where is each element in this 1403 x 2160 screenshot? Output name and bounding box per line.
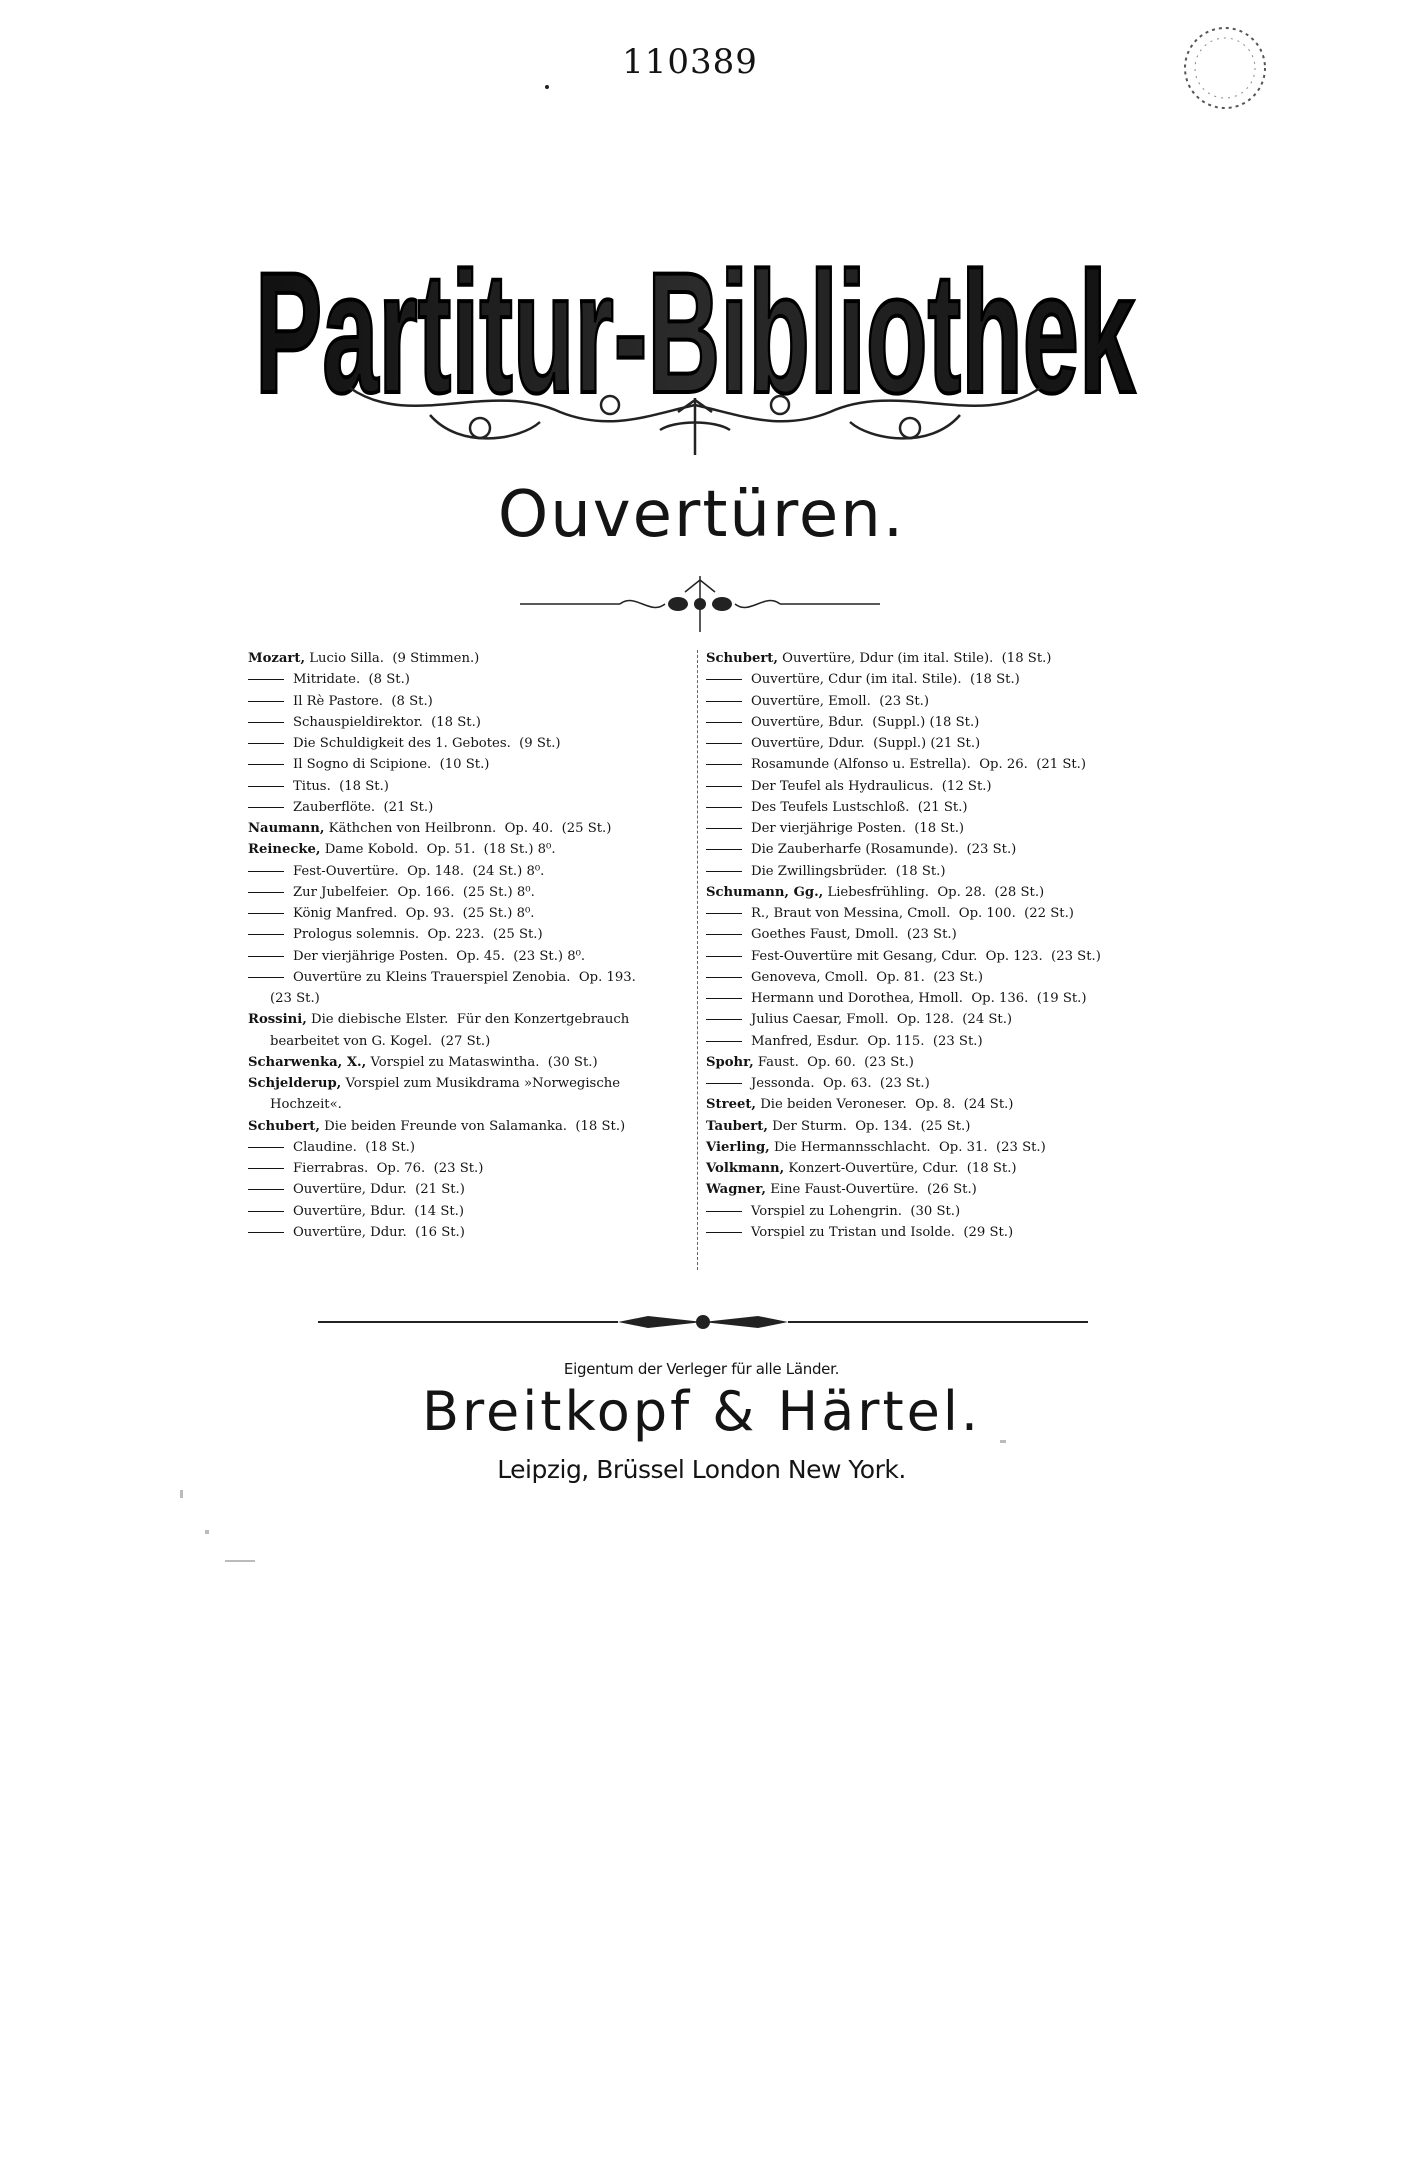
ditto-dash — [248, 701, 284, 702]
ditto-dash — [706, 679, 742, 680]
ditto-dash — [248, 1232, 284, 1233]
work-title: Genoveva, Cmoll. Op. 81. (23 St.) — [751, 969, 984, 985]
catalog-entry — [248, 903, 713, 924]
ditto-dash — [706, 828, 742, 829]
work-title: Vorspiel zu Lohengrin. (30 St.) — [751, 1203, 961, 1219]
work-title: König Manfred. Op. 93. (25 St.) 8⁰. — [293, 906, 535, 921]
ditto-dash — [706, 1211, 742, 1212]
ditto-dash — [706, 956, 742, 957]
work-title: Vorspiel zu Mataswintha. (30 St.) — [366, 1054, 598, 1070]
catalog-entry — [706, 903, 1171, 924]
catalog-entry — [248, 1179, 713, 1200]
catalog-entry — [706, 1222, 1171, 1243]
composer-name: Schumann, Gg., — [706, 884, 824, 900]
work-title: Hermann und Dorothea, Hmoll. Op. 136. (19 St.) — [751, 991, 1087, 1006]
ditto-dash — [248, 956, 284, 957]
work-title: R., Braut von Messina, Cmoll. Op. 100. (22 St.) — [751, 906, 1074, 921]
ditto-dash — [248, 871, 284, 872]
work-title: Der vierjährige Posten. (18 St.) — [751, 821, 965, 836]
work-title: Titus. (18 St.) — [293, 778, 389, 794]
catalog-entry — [706, 882, 1171, 903]
work-title: Ouvertüre, Ddur. (Suppl.) (21 St.) — [751, 736, 981, 751]
ink-dot — [545, 85, 549, 89]
catalog-entry — [248, 776, 713, 797]
work-title: Jessonda. Op. 63. (23 St.) — [751, 1076, 930, 1091]
ditto-dash — [248, 743, 284, 744]
catalog-entry — [248, 988, 713, 1009]
work-title: Fierrabras. Op. 76. (23 St.) — [293, 1161, 484, 1176]
ditto-dash — [248, 807, 284, 808]
composer-name: Schubert, — [706, 651, 778, 666]
catalog-entry — [248, 797, 713, 818]
plate-number: 110389 — [622, 42, 758, 82]
catalog-entry — [248, 967, 713, 988]
work-title: Der Teufel als Hydraulicus. (12 St.) — [751, 778, 992, 794]
work-title: Vorspiel zum Musikdrama »Norwegische — [341, 1076, 621, 1091]
work-title: Fest-Ouvertüre. Op. 148. (24 St.) 8⁰. — [293, 863, 545, 879]
catalog-entry — [706, 1116, 1171, 1137]
catalog-entry — [248, 882, 713, 903]
ditto-dash — [248, 1168, 284, 1169]
work-title: Die Schuldigkeit des 1. Gebotes. (9 St.) — [293, 736, 561, 751]
ditto-dash — [706, 977, 742, 978]
catalog-entry — [248, 1094, 713, 1115]
work-title: Ouvertüre, Bdur. (14 St.) — [293, 1203, 464, 1219]
composer-name: Vierling, — [706, 1139, 770, 1155]
catalog-entry — [706, 691, 1171, 712]
work-title: Die beiden Veroneser. Op. 8. (24 St.) — [756, 1097, 1014, 1113]
work-title: Julius Caesar, Fmoll. Op. 128. (24 St.) — [751, 1012, 1013, 1028]
catalog-entry — [706, 818, 1171, 839]
work-title: Des Teufels Lustschloß. (21 St.) — [751, 799, 968, 815]
work-title: Prologus solemnis. Op. 223. (25 St.) — [293, 927, 543, 943]
ownership-notice: Eigentum der Verleger für alle Länder. — [563, 1360, 840, 1378]
library-stamp-icon — [1175, 18, 1275, 118]
ditto-dash — [706, 722, 742, 723]
ditto-dash — [248, 764, 284, 765]
catalog-entry — [248, 839, 713, 860]
catalog-entry — [248, 861, 713, 882]
composer-name: Mozart, — [248, 651, 306, 666]
ditto-dash — [248, 1189, 284, 1190]
work-title: Ouvertüre zu Kleins Trauerspiel Zenobia. Op. 193. — [293, 969, 636, 985]
catalog-entry — [248, 754, 713, 775]
catalog-entry — [248, 1116, 713, 1137]
catalog-entry — [706, 1137, 1171, 1158]
ditto-dash — [706, 871, 742, 872]
work-title: Konzert-Ouvertüre, Cdur. (18 St.) — [784, 1161, 1017, 1176]
work-title: Faust. Op. 60. (23 St.) — [753, 1054, 914, 1070]
ditto-dash — [706, 743, 742, 744]
catalog-right-column — [706, 648, 1171, 1243]
ditto-dash — [248, 1211, 284, 1212]
subtitle: Ouvertüren. — [497, 478, 906, 552]
ditto-dash — [706, 934, 742, 935]
catalog-entry — [706, 946, 1171, 967]
catalog-entry — [248, 733, 713, 754]
ditto-dash — [248, 977, 284, 978]
catalog-entry — [248, 1137, 713, 1158]
work-title: Ouvertüre, Ddur. (16 St.) — [293, 1224, 465, 1240]
catalog-entry — [706, 776, 1171, 797]
composer-name: Naumann, — [248, 821, 325, 836]
work-title: Der Sturm. Op. 134. (25 St.) — [767, 1118, 971, 1134]
catalog-entry — [248, 1031, 713, 1052]
catalog-entry — [706, 712, 1171, 733]
work-title: Il Sogno di Scipione. (10 St.) — [293, 757, 490, 773]
catalog-entry — [248, 712, 713, 733]
ornament-divider-icon — [520, 572, 880, 636]
catalog-entry — [706, 1158, 1171, 1179]
work-title: Liebesfrühling. Op. 28. (28 St.) — [823, 884, 1045, 900]
catalog-entry — [248, 669, 713, 690]
composer-name: Street, — [706, 1097, 757, 1113]
ditto-dash — [248, 679, 284, 680]
catalog-entry — [248, 1052, 713, 1073]
work-title: Die diebische Elster. Für den Konzertgebrauch — [306, 1012, 630, 1028]
work-title: Claudine. (18 St.) — [293, 1139, 415, 1155]
ditto-dash — [706, 1083, 742, 1084]
work-title: Käthchen von Heilbronn. Op. 40. (25 St.) — [324, 821, 612, 836]
catalog-entry — [248, 1222, 713, 1243]
work-title: Hochzeit«. — [270, 1097, 342, 1113]
composer-name: Volkmann, — [706, 1161, 785, 1176]
masthead-title — [230, 130, 1160, 460]
catalog-entry — [706, 967, 1171, 988]
catalog-entry — [706, 1031, 1171, 1052]
ornament-rule-icon — [318, 1305, 1088, 1339]
ditto-dash — [706, 764, 742, 765]
column-divider — [697, 650, 698, 1270]
work-title: Ouvertüre, Emoll. (23 St.) — [751, 693, 930, 709]
catalog-entry — [248, 691, 713, 712]
ditto-dash — [706, 701, 742, 702]
ditto-dash — [248, 722, 284, 723]
ditto-dash — [706, 786, 742, 787]
catalog-entry — [706, 1201, 1171, 1222]
ditto-dash — [248, 913, 284, 914]
catalog-entry — [248, 1073, 713, 1094]
work-title: Rosamunde (Alfonso u. Estrella). Op. 26. (21 St.) — [751, 757, 1087, 773]
ditto-dash — [706, 1019, 742, 1020]
catalog-entry — [248, 1201, 713, 1222]
work-title: Ouvertüre, Bdur. (Suppl.) (18 St.) — [751, 714, 980, 730]
ditto-dash — [248, 1147, 284, 1148]
work-title: Ouvertüre, Ddur. (21 St.) — [293, 1182, 465, 1198]
work-title: Dame Kobold. Op. 51. (18 St.) 8⁰. — [320, 842, 556, 858]
catalog-entry — [248, 1009, 713, 1030]
composer-name: Taubert, — [706, 1118, 768, 1134]
catalog-left-column — [248, 648, 713, 1243]
catalog-entry — [706, 1009, 1171, 1030]
work-title: Die beiden Freunde von Salamanka. (18 St.) — [319, 1118, 626, 1134]
catalog-entry — [706, 797, 1171, 818]
work-title: Vorspiel zu Tristan und Isolde. (29 St.) — [751, 1224, 1014, 1240]
work-title: Lucio Silla. (9 Stimmen.) — [305, 651, 480, 666]
work-title: Die Zauberharfe (Rosamunde). (23 St.) — [751, 842, 1017, 858]
ditto-dash — [706, 807, 742, 808]
composer-name: Scharwenka, X., — [248, 1054, 367, 1070]
catalog-entry — [248, 924, 713, 945]
ditto-dash — [706, 1232, 742, 1233]
ditto-dash — [248, 892, 284, 893]
work-title: Fest-Ouvertüre mit Gesang, Cdur. Op. 123. (23 St.) — [751, 948, 1101, 964]
ditto-dash — [248, 934, 284, 935]
work-title: Eine Faust-Ouvertüre. (26 St.) — [766, 1182, 977, 1198]
catalog-entry — [248, 648, 713, 669]
work-title: Ouvertüre, Cdur (im ital. Stile). (18 St.) — [751, 672, 1020, 688]
ditto-dash — [706, 998, 742, 999]
catalog-entry — [706, 924, 1171, 945]
catalog-entry — [706, 648, 1171, 669]
catalog-entry — [706, 1073, 1171, 1094]
composer-name: Schubert, — [248, 1118, 320, 1134]
ditto-dash — [706, 913, 742, 914]
work-title: bearbeitet von G. Kogel. (27 St.) — [270, 1033, 491, 1049]
ditto-dash — [248, 786, 284, 787]
masthead-title-text: Partitur-Bibliothek — [255, 237, 1136, 429]
composer-name: Rossini, — [248, 1012, 307, 1028]
catalog-entry — [248, 818, 713, 839]
paper-speck — [205, 1530, 209, 1534]
work-title: Zur Jubelfeier. Op. 166. (25 St.) 8⁰. — [293, 884, 535, 900]
catalog-entry — [706, 669, 1171, 690]
work-title: Zauberflöte. (21 St.) — [293, 799, 434, 815]
catalog-entry — [706, 1094, 1171, 1115]
catalog-entry — [706, 988, 1171, 1009]
work-title: Il Rè Pastore. (8 St.) — [293, 693, 433, 709]
composer-name: Schjelderup, — [248, 1076, 342, 1091]
composer-name: Wagner, — [706, 1182, 766, 1198]
paper-speck — [180, 1490, 183, 1498]
composer-name: Spohr, — [706, 1054, 754, 1070]
catalog-entry — [706, 1052, 1171, 1073]
ditto-dash — [706, 1041, 742, 1042]
work-title: Goethes Faust, Dmoll. (23 St.) — [751, 927, 957, 943]
work-title: Mitridate. (8 St.) — [293, 672, 410, 688]
catalog-entry — [248, 1158, 713, 1179]
publisher-name: Breitkopf & Härtel. — [421, 1380, 982, 1443]
work-title: Manfred, Esdur. Op. 115. (23 St.) — [751, 1033, 983, 1049]
paper-speck — [1000, 1440, 1006, 1443]
catalog-entry — [248, 946, 713, 967]
work-title: Ouvertüre, Ddur (im ital. Stile). (18 St.) — [777, 651, 1052, 666]
ditto-dash — [706, 849, 742, 850]
work-title: (23 St.) — [270, 991, 320, 1006]
catalog-entry — [706, 1179, 1171, 1200]
catalog-entry — [706, 754, 1171, 775]
work-title: Schauspieldirektor. (18 St.) — [293, 714, 481, 730]
composer-name: Reinecke, — [248, 842, 321, 858]
work-title: Der vierjährige Posten. Op. 45. (23 St.) 8⁰. — [293, 948, 586, 964]
catalog-entry — [706, 733, 1171, 754]
catalog-entry — [706, 839, 1171, 860]
paper-speck — [225, 1560, 255, 1562]
publisher-cities: Leipzig, Brüssel London New York. — [497, 1455, 906, 1484]
work-title: Die Hermannsschlacht. Op. 31. (23 St.) — [769, 1139, 1046, 1155]
work-title: Die Zwillingsbrüder. (18 St.) — [751, 863, 946, 879]
catalog-entry — [706, 861, 1171, 882]
